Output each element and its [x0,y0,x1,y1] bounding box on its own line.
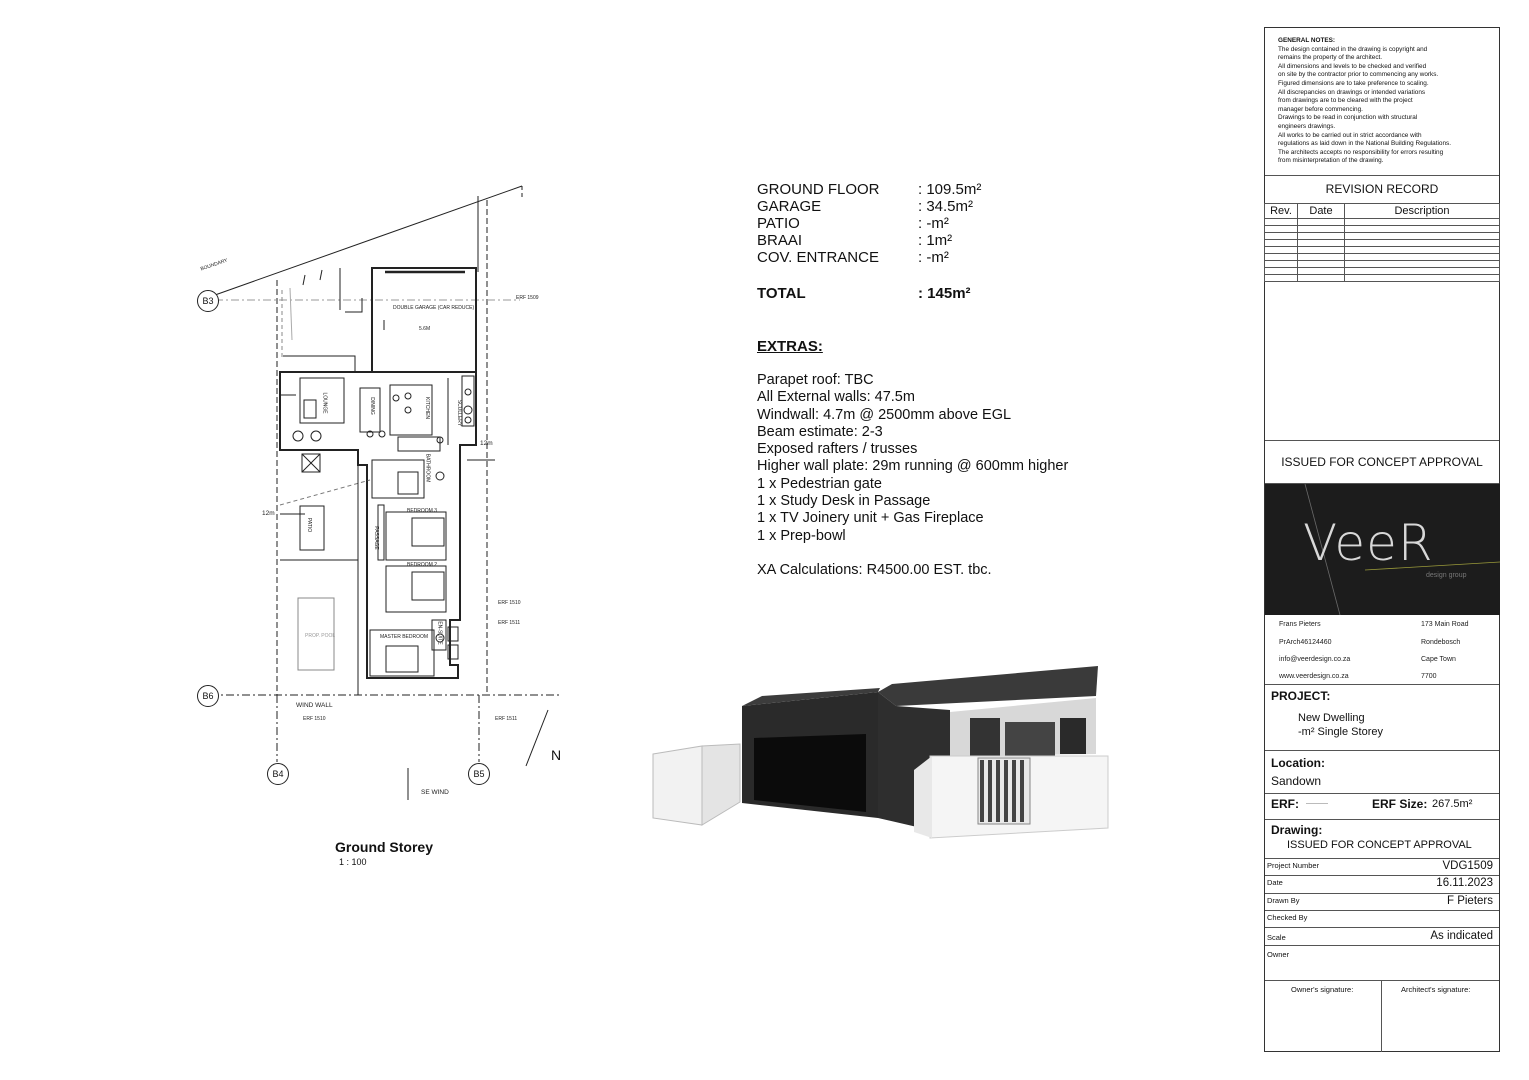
schedule-value: : -m² [918,249,949,266]
garage-walls [372,268,476,372]
drawing-title: ISSUED FOR CONCEPT APPROVAL [1287,839,1472,851]
location-label: Location: [1271,756,1325,770]
erf-label: ERF 1511 [498,620,521,626]
schedule-label: GROUND FLOOR [757,181,880,198]
contact-email: info@veerdesign.co.za [1279,656,1351,663]
revision-row [1265,268,1500,275]
erf-label: ERF: [1271,797,1299,811]
grid-bubble-b5: B5 [468,763,490,785]
erf-label: ERF 1510 [303,716,326,722]
note-line: from misinterpretation of the drawing. [1278,157,1384,165]
plan-scale: 1 : 100 [339,857,367,867]
boundary-label: BOUNDARY [199,257,229,273]
veer-logo [1265,484,1500,615]
contact-address: 7700 [1421,673,1437,680]
meta-label: Drawn By [1267,896,1300,905]
extras-item: Higher wall plate: 29m running @ 600mm higher [757,458,1069,475]
meta-label: Owner [1267,950,1290,959]
note-line: from drawings are to be cleared with the project [1278,97,1413,105]
room-label-dining: DINING [368,397,375,415]
project-label: PROJECT: [1271,689,1331,703]
schedule-value: : -m² [918,215,949,232]
owner-signature-label: Owner's signature: [1291,985,1354,994]
drawing-date: 16.11.2023 [1436,877,1493,889]
logo-subtitle: design group [1426,572,1467,579]
drawing-label: Drawing: [1271,823,1323,837]
revision-header: Rev. [1265,204,1298,219]
contact-address: Rondebosch [1421,639,1461,646]
grid-bubble-b4: B4 [267,763,289,785]
meta-label: Checked By [1267,913,1308,922]
extras-item: Windwall: 4.7m @ 2500mm above EGL [757,406,1012,423]
erf-label: ERF 1509 [516,295,539,301]
room-label-scullery: SCULLERY [456,399,463,427]
north-indicator: N [551,747,562,763]
extras-item: 1 x Pedestrian gate [757,475,882,492]
dimension-12m-left: 12m [262,510,275,517]
room-label-lounge: LOUNGE [321,392,328,414]
project-line: -m² Single Storey [1298,726,1383,738]
revision-header: Description [1345,204,1500,219]
note-line: Figured dimensions are to take preference to scaling. [1278,79,1429,87]
room-label-patio: PATIO [306,517,313,533]
revision-table [1264,203,1500,282]
erf-value-blank [1306,803,1328,804]
plan-title: Ground Storey [335,839,434,855]
room-label-bathroom: BATHROOM [424,453,431,483]
revision-row [1265,275,1500,282]
room-label-ensuite: EN-SUITE [436,621,443,645]
erf-label: ERF 1511 [495,716,518,722]
extras-list [757,372,1068,545]
logo-wordmark: VeeR [1303,514,1434,572]
extras-item: Beam estimate: 2-3 [757,423,883,440]
note-line: engineers drawings. [1278,122,1336,130]
contact-name: Frans Pieters [1279,621,1321,628]
schedule-value: : 109.5m² [918,181,982,198]
total-label: TOTAL [757,285,806,302]
room-label-garage: DOUBLE GARAGE (CAR REDUCE) [393,305,475,311]
note-line: regulations as laid down in the National Building Regulations. [1278,140,1452,148]
architect-signature-label: Architect's signature: [1401,985,1471,994]
schedule-value: : 1m² [918,232,953,249]
revision-row [1265,226,1500,233]
location-value: Sandown [1271,774,1322,788]
note-line: manager before commencing. [1278,105,1363,113]
grid-bubble-b3: B3 [197,290,219,312]
note-line: All discrepancies on drawings or intended variations [1278,88,1426,96]
revision-row [1265,233,1500,240]
revision-record-title: REVISION RECORD [1325,182,1439,196]
revision-row [1265,219,1500,226]
schedule-label: PATIO [757,215,800,232]
xa-calculation: XA Calculations: R4500.00 EST. tbc. [757,562,992,578]
revision-row [1265,254,1500,261]
project-number: VDG1509 [1442,860,1493,872]
drawing-scale: As indicated [1430,930,1493,942]
schedule-value: : 34.5m² [918,198,974,215]
revision-row [1265,247,1500,254]
revision-row [1265,261,1500,268]
se-wind-label: SE WIND [421,789,449,796]
drawn-by: F Pieters [1446,895,1493,907]
note-line: The design contained in the drawing is copyright and [1278,45,1428,53]
room-label-passage: PASSAGE [372,526,379,550]
erf-label: ERF 1510 [498,600,521,606]
house-3d-render [650,660,1112,850]
schedule-label: GARAGE [757,198,822,215]
note-line: Drawings to be read in conjunction with structural [1278,114,1418,122]
note-line: on site by the contractor prior to commencing any works. [1278,71,1439,79]
note-line: All works to be carried out in strict accordance with [1278,131,1422,139]
issued-status: ISSUED FOR CONCEPT APPROVAL [1281,455,1483,469]
note-line: remains the property of the architect. [1278,54,1383,62]
extras-item: 1 x TV Joinery unit + Gas Fireplace [757,510,984,527]
revision-header: Date [1298,204,1345,219]
contact-website: www.veerdesign.co.za [1279,673,1349,680]
extras-title: EXTRAS: [757,338,823,355]
contact-address: 173 Main Road [1421,621,1469,628]
extras-item: Exposed rafters / trusses [757,441,918,458]
dimension-12m-top: 12m [480,440,493,447]
contact-reg: PrArch46124460 [1279,639,1332,646]
meta-label: Date [1267,878,1283,887]
grid-bubble-b6: B6 [197,685,219,707]
room-label-bedroom2: BEDROOM 2 [407,562,438,568]
room-label-master: MASTER BEDROOM [380,634,429,640]
floor-plan-drawing [0,0,740,880]
note-line: All dimensions and levels to be checked and verified [1278,62,1427,70]
wind-wall-label: WIND WALL [296,702,333,709]
revision-row [1265,240,1500,247]
extras-item: All External walls: 47.5m [757,389,915,406]
extras-item: 1 x Prep-bowl [757,527,846,544]
general-notes-title: GENERAL NOTES: [1278,37,1336,44]
note-line: The architects accepts no responsibility for errors resulting [1278,148,1444,156]
room-label-kitchen: KITCHEN [423,397,430,419]
contact-address: Cape Town [1421,656,1456,663]
garage-dimension: 5.6M [419,326,431,332]
general-notes [1278,37,1496,166]
room-label-bedroom3: BEDROOM 3 [407,508,438,514]
meta-label: Scale [1267,933,1286,942]
erf-size-label: ERF Size: [1372,797,1428,811]
erf-size-value: 267.5m² [1432,798,1473,810]
total-value: : 145m² [918,285,971,302]
pool-label: PROP. POOL [305,633,336,639]
project-line: New Dwelling [1298,712,1365,724]
extras-item: Parapet roof: TBC [757,372,874,388]
extras-item: 1 x Study Desk in Passage [757,493,931,510]
meta-label: Project Number [1267,861,1320,870]
schedule-label: COV. ENTRANCE [757,249,879,266]
schedule-label: BRAAI [757,232,803,249]
